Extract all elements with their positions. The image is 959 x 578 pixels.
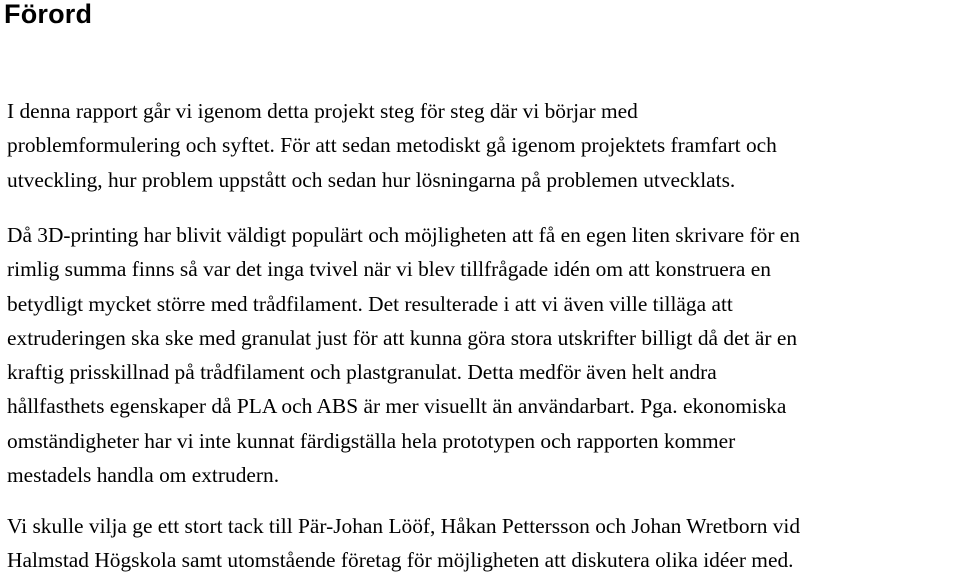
text-line: utveckling, hur problem uppstått och sedan hur lösningarna på problemen utvecklats. <box>7 167 736 192</box>
text-line: kraftig prisskillnad på trådfilament och plastgranulat. Detta medför även helt andra <box>7 360 717 385</box>
text-line: Halmstad Högskola samt utomstående företag för möjligheten att diskutera olika idéer med. <box>7 548 794 573</box>
paragraph-intro <box>7 94 777 197</box>
text-line: mestadels handla om extrudern. <box>7 463 280 488</box>
page-title: Förord <box>4 0 93 29</box>
paragraph-acknowledgements <box>7 509 800 578</box>
text-line: omständigheter har vi inte kunnat färdigställa hela prototypen och rapporten kommer <box>7 428 736 453</box>
text-line: rimlig summa finns så var det inga tvivel när vi blev tillfrågade idén om att konstruera en <box>7 257 771 282</box>
paragraph-background <box>7 218 800 492</box>
text-line: Då 3D-printing har blivit väldigt populärt och möjligheten att få en egen liten skrivare för en <box>7 223 800 247</box>
text-line: extruderingen ska ske med granulat just för att kunna göra stora utskrifter billigt då det är en <box>7 325 798 350</box>
text-line: hållfasthets egenskaper då PLA och ABS är mer visuellt än användarbart. Pga. ekonomiska <box>7 394 787 419</box>
text-line: problemformulering och syftet. För att sedan metodiskt gå igenom projektets framfart och <box>7 133 777 158</box>
text-line: betydligt mycket större med trådfilament. Det resulterade i att vi även ville tilläga att <box>7 291 733 316</box>
text-line: I denna rapport går vi igenom detta projekt steg för steg där vi börjar med <box>7 99 638 123</box>
text-line: Vi skulle vilja ge ett stort tack till Pär-Johan Lööf, Håkan Pettersson och Johan Wretborn vid <box>7 514 801 538</box>
